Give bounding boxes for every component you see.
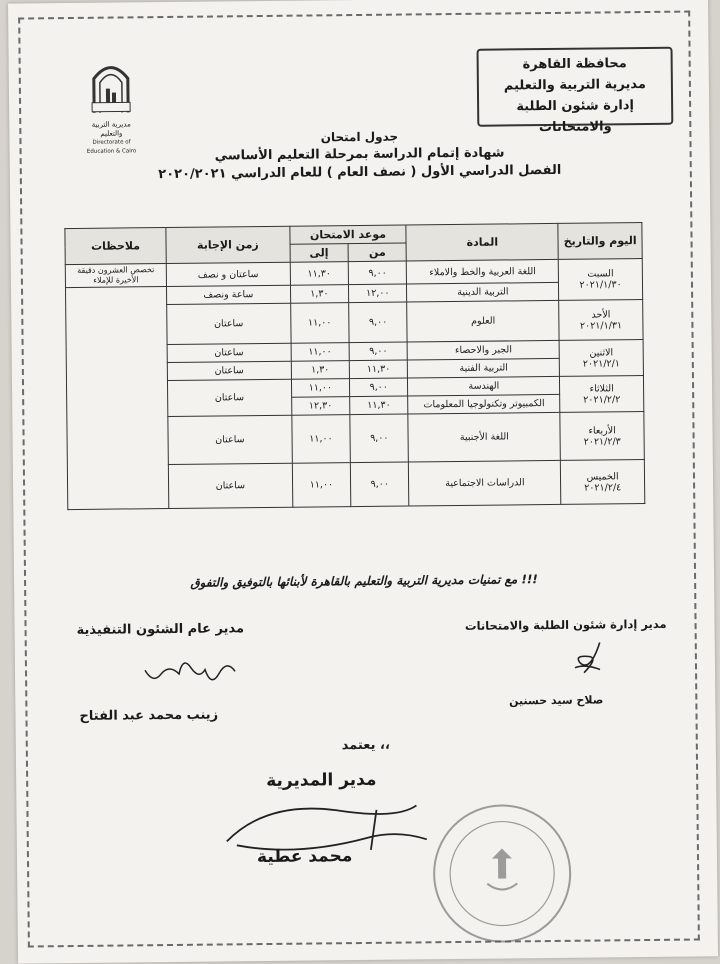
day-cell <box>560 376 644 413</box>
to-cell: ١,٣٠ <box>290 285 349 304</box>
header-line-1: محافظة القاهرة <box>522 56 627 73</box>
document-sheet <box>8 0 718 964</box>
subject-cell: اللغة العربية والخط والاملاء <box>407 259 559 284</box>
duration-cell: ساعتان <box>167 361 291 380</box>
day-cell <box>561 460 645 505</box>
day-date: ٢٠٢١/٢/٢ <box>583 393 621 406</box>
cairo-directorate-logo <box>85 58 138 155</box>
note-cell: تخصص العشرون دقيقة الأخيرة للإملاء <box>65 264 166 288</box>
from-cell: ٩,٠٠ <box>349 302 408 343</box>
header-subject: المادة <box>406 223 558 261</box>
to-cell: ١٢,٣٠ <box>291 397 350 416</box>
from-cell: ١١,٣٠ <box>350 396 409 415</box>
student-affairs-name: صلاح سيد حسنين <box>509 693 604 708</box>
from-cell: ٩,٠٠ <box>350 462 409 507</box>
to-cell: ١١,٠٠ <box>291 343 350 362</box>
header-duration: زمن الإجابة <box>166 226 290 263</box>
title-certificate: شهادة إتمام الدراسة بمرحلة التعليم الأساسي <box>214 145 505 164</box>
day-date: ٢٠٢١/٢/٤ <box>584 481 622 494</box>
logo-caption-en: Directorate of Education & Cairo <box>86 139 137 155</box>
header-line-2: مديرية التربية والتعليم <box>503 76 646 94</box>
day-cell <box>559 300 643 341</box>
duration-cell: ساعة ونصف <box>166 285 290 304</box>
day-name: الثلاثاء <box>589 382 614 395</box>
executive-affairs-title: مدير عام الشئون التنفيذية <box>76 621 245 638</box>
header-to: إلى <box>290 244 349 263</box>
student-affairs-title: مدير إدارة شئون الطلبة والامتحانات <box>464 616 667 633</box>
to-cell: ١١,٠٠ <box>292 415 351 464</box>
executive-affairs-name: زينب محمد عبد الفتاح <box>79 707 219 724</box>
signature-right-image <box>555 637 615 682</box>
subject-cell: التربية الفنية <box>408 358 560 378</box>
subject-cell: العلوم <box>407 300 559 342</box>
day-cell <box>559 340 643 377</box>
duration-cell: ساعتان <box>167 343 291 362</box>
director-name: محمد عطية <box>256 846 353 868</box>
governorate-header-box <box>477 47 674 136</box>
official-seal-stamp <box>416 798 588 950</box>
to-cell: ١,٣٠ <box>291 361 350 380</box>
day-name: الأحد <box>591 308 611 321</box>
note-cell-empty <box>65 287 168 510</box>
title-semester: الفصل الدراسي الأول ( نصف العام ) للعام الدراسي ٢٠٢٠/٢٠٢١ <box>158 162 562 183</box>
subject-cell: الجبر والاحصاء <box>408 340 560 360</box>
day-date: ٢٠٢١/١/٣١ <box>579 319 623 332</box>
day-date: ٢٠٢١/٢/١ <box>582 357 620 370</box>
day-name: الأربعاء <box>588 424 616 437</box>
approval-text: يعتمد ،، <box>341 737 390 754</box>
day-date: ٢٠٢١/٢/٣ <box>583 435 621 448</box>
subject-cell: اللغة الأجنبية <box>408 412 560 462</box>
subject-cell: الهندسة <box>408 376 560 396</box>
duration-cell: ساعتان و نصف <box>166 262 290 286</box>
document-titles <box>9 126 709 183</box>
to-cell: ١١,٣٠ <box>290 262 349 286</box>
to-cell: ١١,٠٠ <box>291 379 350 398</box>
header-day: اليوم والتاريخ <box>558 223 642 260</box>
day-cell <box>560 412 644 461</box>
from-cell: ٩,٠٠ <box>350 414 409 463</box>
header-line-3: إدارة شئون الطلبة والامتحانات <box>516 98 635 136</box>
day-name: السبت <box>587 268 614 280</box>
subject-cell: الكمبيوتر وتكنولوجيا المعلومات <box>408 394 560 414</box>
arch-logo-icon <box>88 58 135 114</box>
subject-cell: التربية الدينية <box>407 282 559 302</box>
day-date: ٢٠٢١/١/٣٠ <box>579 279 622 291</box>
duration-cell: ساعتان <box>167 379 291 416</box>
duration-cell: ساعتان <box>168 463 292 508</box>
to-cell: ١١,٠٠ <box>292 463 351 508</box>
title-exam-schedule: جدول امتحان <box>320 129 399 145</box>
header-exam-time: موعد الامتحان <box>290 225 407 244</box>
day-name: الخميس <box>586 470 619 483</box>
exam-schedule-table <box>64 222 645 510</box>
from-cell: ٩,٠٠ <box>350 378 409 397</box>
from-cell: ١٢,٠٠ <box>349 284 408 303</box>
from-cell: ١١,٣٠ <box>349 360 408 379</box>
to-cell: ١١,٠٠ <box>290 303 349 344</box>
from-cell: ٩,٠٠ <box>348 261 407 285</box>
signature-left-image <box>125 651 245 692</box>
header-from: من <box>348 243 407 262</box>
wish-message: مع تمنيات مديرية التربية والتعليم بالقاهرة لأبنائها بالتوفيق والتفوق !!! <box>190 572 538 590</box>
from-cell: ٩,٠٠ <box>349 342 408 361</box>
duration-cell: ساعتان <box>168 415 292 464</box>
subject-cell: الدراسات الاجتماعية <box>409 460 561 506</box>
day-name: الاثنين <box>589 346 614 359</box>
header-notes: ملاحظات <box>65 228 166 265</box>
director-title: مدير المديرية <box>266 769 377 792</box>
day-cell <box>558 259 642 301</box>
logo-caption-ar: مديرية التربية والتعليم <box>91 120 131 138</box>
duration-cell: ساعتان <box>167 303 291 344</box>
